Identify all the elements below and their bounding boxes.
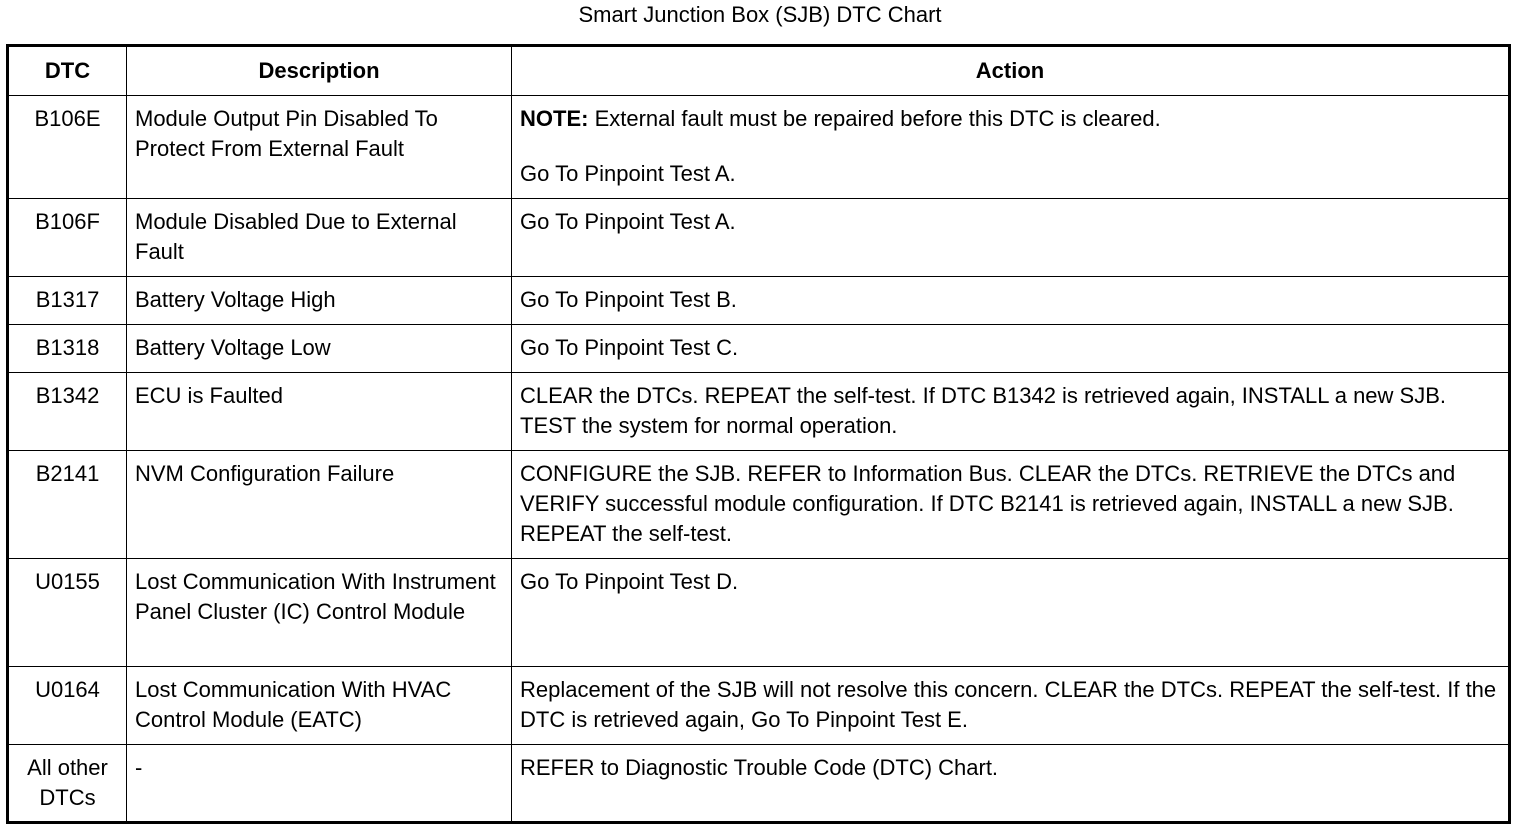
action-cell: CLEAR the DTCs. REPEAT the self-test. If DTC B1342 is retrieved again, INSTALL a new SJB. TEST the system for normal operation. [512, 373, 1510, 451]
description-cell: Lost Communication With Instrument Panel Cluster (IC) Control Module [127, 559, 512, 667]
description-cell: Battery Voltage Low [127, 325, 512, 373]
description-cell: Lost Communication With HVAC Control Module (EATC) [127, 667, 512, 745]
dtc-code-cell: B106F [8, 199, 127, 277]
table-header-row [8, 46, 1510, 96]
dtc-code-cell: U0164 [8, 667, 127, 745]
action-cell: CONFIGURE the SJB. REFER to Information Bus. CLEAR the DTCs. RETRIEVE the DTCs and VERIFY successful module configuration. If DTC B2141 is retrieved again, INSTALL a new SJB. REPEAT the self-test. [512, 451, 1510, 559]
description-cell: Module Disabled Due to External Fault [127, 199, 512, 277]
chart-title: Smart Junction Box (SJB) DTC Chart [578, 2, 942, 27]
dtc-code-cell: U0155 [8, 559, 127, 667]
dtc-code-cell: B1317 [8, 277, 127, 325]
description-cell: Module Output Pin Disabled To Protect From External Fault [127, 96, 512, 199]
table-row [8, 667, 1510, 745]
table-row [8, 199, 1510, 277]
column-header-description: Description [127, 46, 512, 96]
action-cell: REFER to Diagnostic Trouble Code (DTC) Chart. [512, 745, 1510, 823]
dtc-code-cell: B1342 [8, 373, 127, 451]
action-cell: Go To Pinpoint Test D. [512, 559, 1510, 667]
action-cell: Go To Pinpoint Test C. [512, 325, 1510, 373]
action-cell: Go To Pinpoint Test B. [512, 277, 1510, 325]
action-cell [512, 96, 1510, 199]
table-row [8, 277, 1510, 325]
note-text: External fault must be repaired before this DTC is cleared. [588, 106, 1161, 131]
table-row [8, 96, 1510, 199]
table-row [8, 559, 1510, 667]
dtc-code-cell: B2141 [8, 451, 127, 559]
description-cell: Battery Voltage High [127, 277, 512, 325]
description-cell: NVM Configuration Failure [127, 451, 512, 559]
dtc-table [6, 44, 1511, 824]
description-cell: - [127, 745, 512, 823]
action-cell: Replacement of the SJB will not resolve this concern. CLEAR the DTCs. REPEAT the self-test. If the DTC is retrieved again, Go To Pinpoint Test E. [512, 667, 1510, 745]
dtc-code-cell: All other DTCs [8, 745, 127, 823]
action-text: Go To Pinpoint Test A. [520, 161, 736, 186]
note-line [520, 104, 1500, 134]
dtc-code-cell: B1318 [8, 325, 127, 373]
column-header-dtc: DTC [8, 46, 127, 96]
description-cell: ECU is Faulted [127, 373, 512, 451]
spacer [520, 134, 1500, 159]
column-header-action: Action [512, 46, 1510, 96]
note-label: NOTE: [520, 106, 589, 131]
table-row [8, 745, 1510, 823]
action-cell: Go To Pinpoint Test A. [512, 199, 1510, 277]
table-row [8, 373, 1510, 451]
table-row [8, 325, 1510, 373]
dtc-code-cell: B106E [8, 96, 127, 199]
table-row [8, 451, 1510, 559]
